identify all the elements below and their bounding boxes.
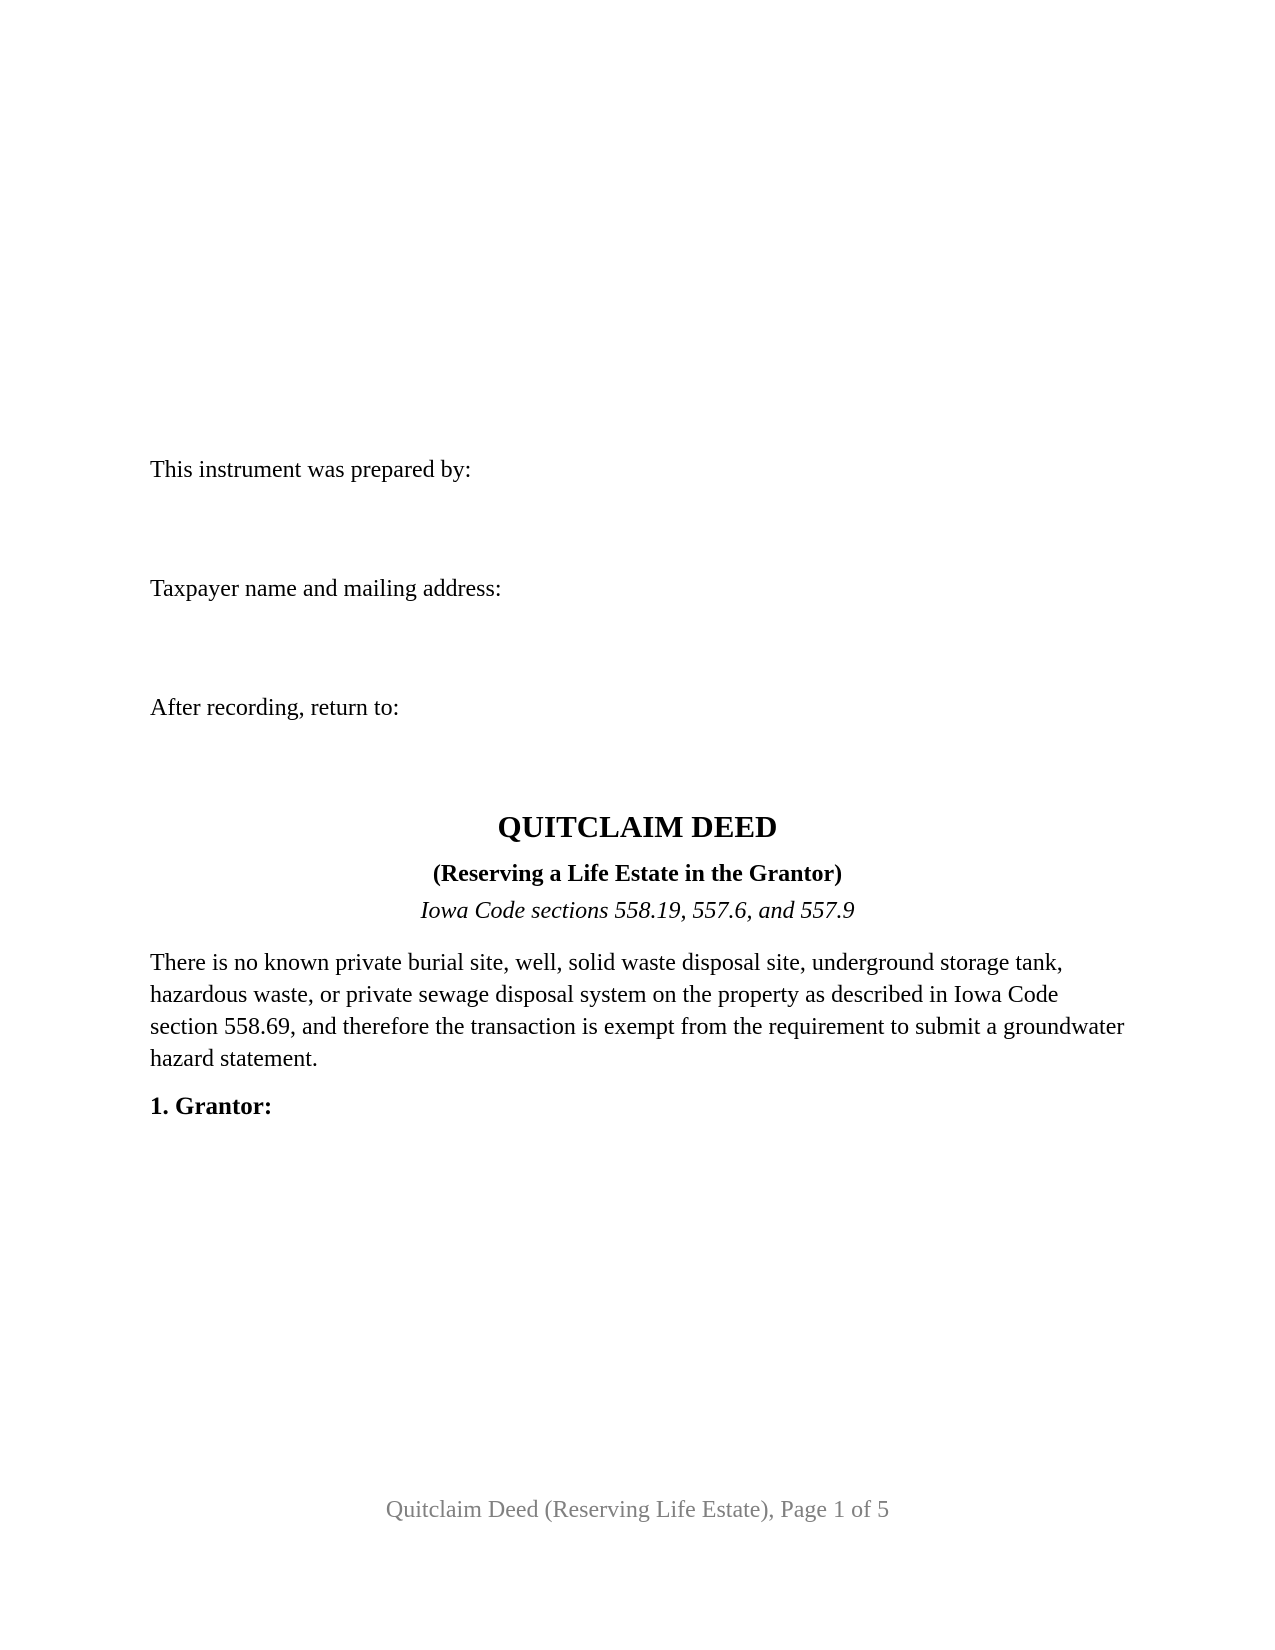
- prepared-by-label: This instrument was prepared by:: [150, 457, 472, 483]
- taxpayer-address-label: Taxpayer name and mailing address:: [150, 576, 502, 602]
- grantor-section-heading: 1. Grantor:: [150, 1093, 273, 1120]
- document-subtitle: (Reserving a Life Estate in the Grantor): [432, 861, 843, 887]
- page-footer: Quitclaim Deed (Reserving Life Estate), Page 1 of 5: [385, 1497, 890, 1523]
- return-to-label: After recording, return to:: [150, 695, 400, 721]
- groundwater-hazard-statement: There is no known private burial site, well, solid waste disposal site, underground storage tank, hazardous waste, or private sewage disposal system on the property as described in Iowa Code section 558.69, and therefore the transaction is exempt from the requirement to submit a groundwater hazard statement.: [150, 950, 1125, 1072]
- document-title: QUITCLAIM DEED: [497, 809, 778, 844]
- statute-citation: Iowa Code sections 558.19, 557.6, and 557.9: [420, 898, 855, 924]
